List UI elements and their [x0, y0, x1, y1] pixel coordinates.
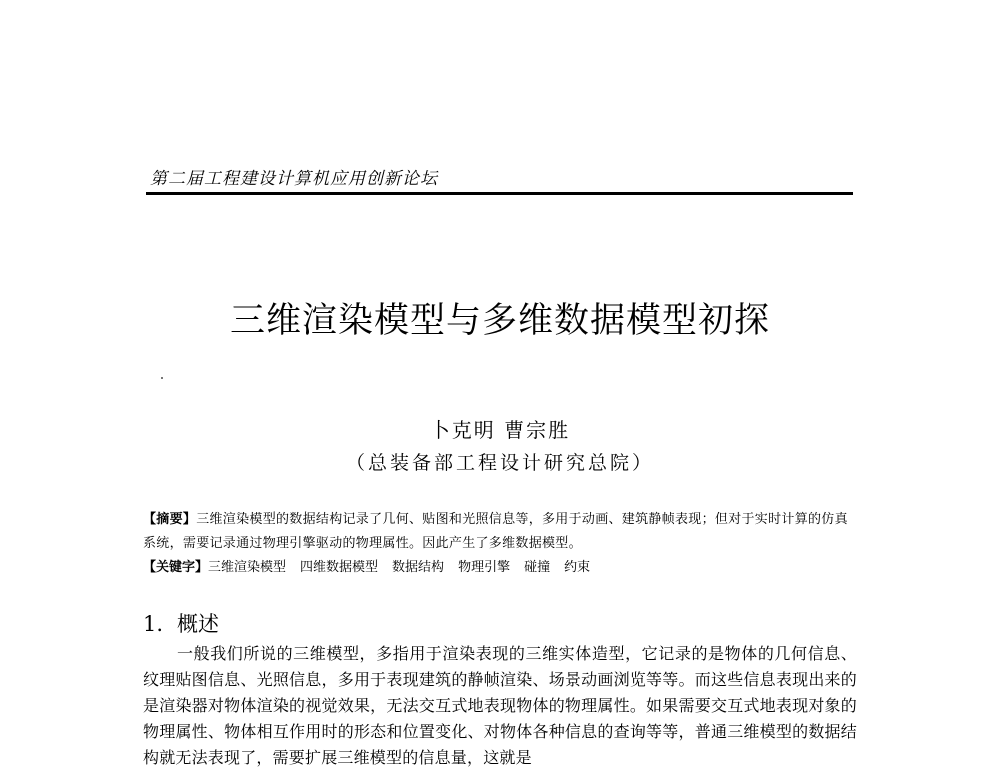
keyword: 碰撞: [524, 560, 551, 575]
section-title: 概述: [177, 612, 220, 636]
keywords: [143, 556, 857, 580]
section-number: 1.: [143, 612, 164, 636]
keyword: 三维渲染模型: [208, 560, 287, 575]
header-rule: [146, 192, 853, 195]
keyword: 数据结构: [392, 560, 445, 575]
paper-authors: 卜克明 曹宗胜: [429, 418, 571, 442]
abstract-text: 三维渲染模型的数据结构记录了几何、贴图和光照信息等，多用于动画、建筑静帧表现；但对于实时计算的仿真系统，需要记录通过物理引擎驱动的物理属性。因此产生了多维数据模型。: [143, 512, 848, 551]
abstract: [143, 508, 857, 556]
keyword: 物理引擎: [458, 560, 511, 575]
running-header: 第二届工程建设计算机应用创新论坛: [150, 169, 438, 189]
section-heading: [143, 610, 219, 638]
keyword: 四维数据模型: [300, 560, 379, 575]
scan-speck: [161, 377, 163, 379]
body-paragraph: 一般我们所说的三维模型，多指用于渲染表现的三维实体造型，它记录的是物体的几何信息、纹理贴图信息、光照信息，多用于表现建筑的静帧渲染、场景动画浏览等等。而这些信息表现出来的是渲染器对物体渲染的视觉效果，无法交互式地表现物体的物理属性。如果需要交互式地表现对象的物理属性、物体相互作用时的形态和位置变化、对物体各种信息的查询等等，普通三维模型的数据结构就无法表现了，需要扩展三维模型的信息量，这就是: [143, 644, 857, 767]
abstract-label: 【摘要】: [143, 512, 197, 527]
paper-affiliation: （总装备部工程设计研究总院）: [345, 452, 654, 474]
keyword: 约束: [564, 560, 591, 575]
paper-title: 三维渲染模型与多维数据模型初探: [229, 301, 770, 341]
keywords-label: 【关键字】: [143, 560, 209, 575]
